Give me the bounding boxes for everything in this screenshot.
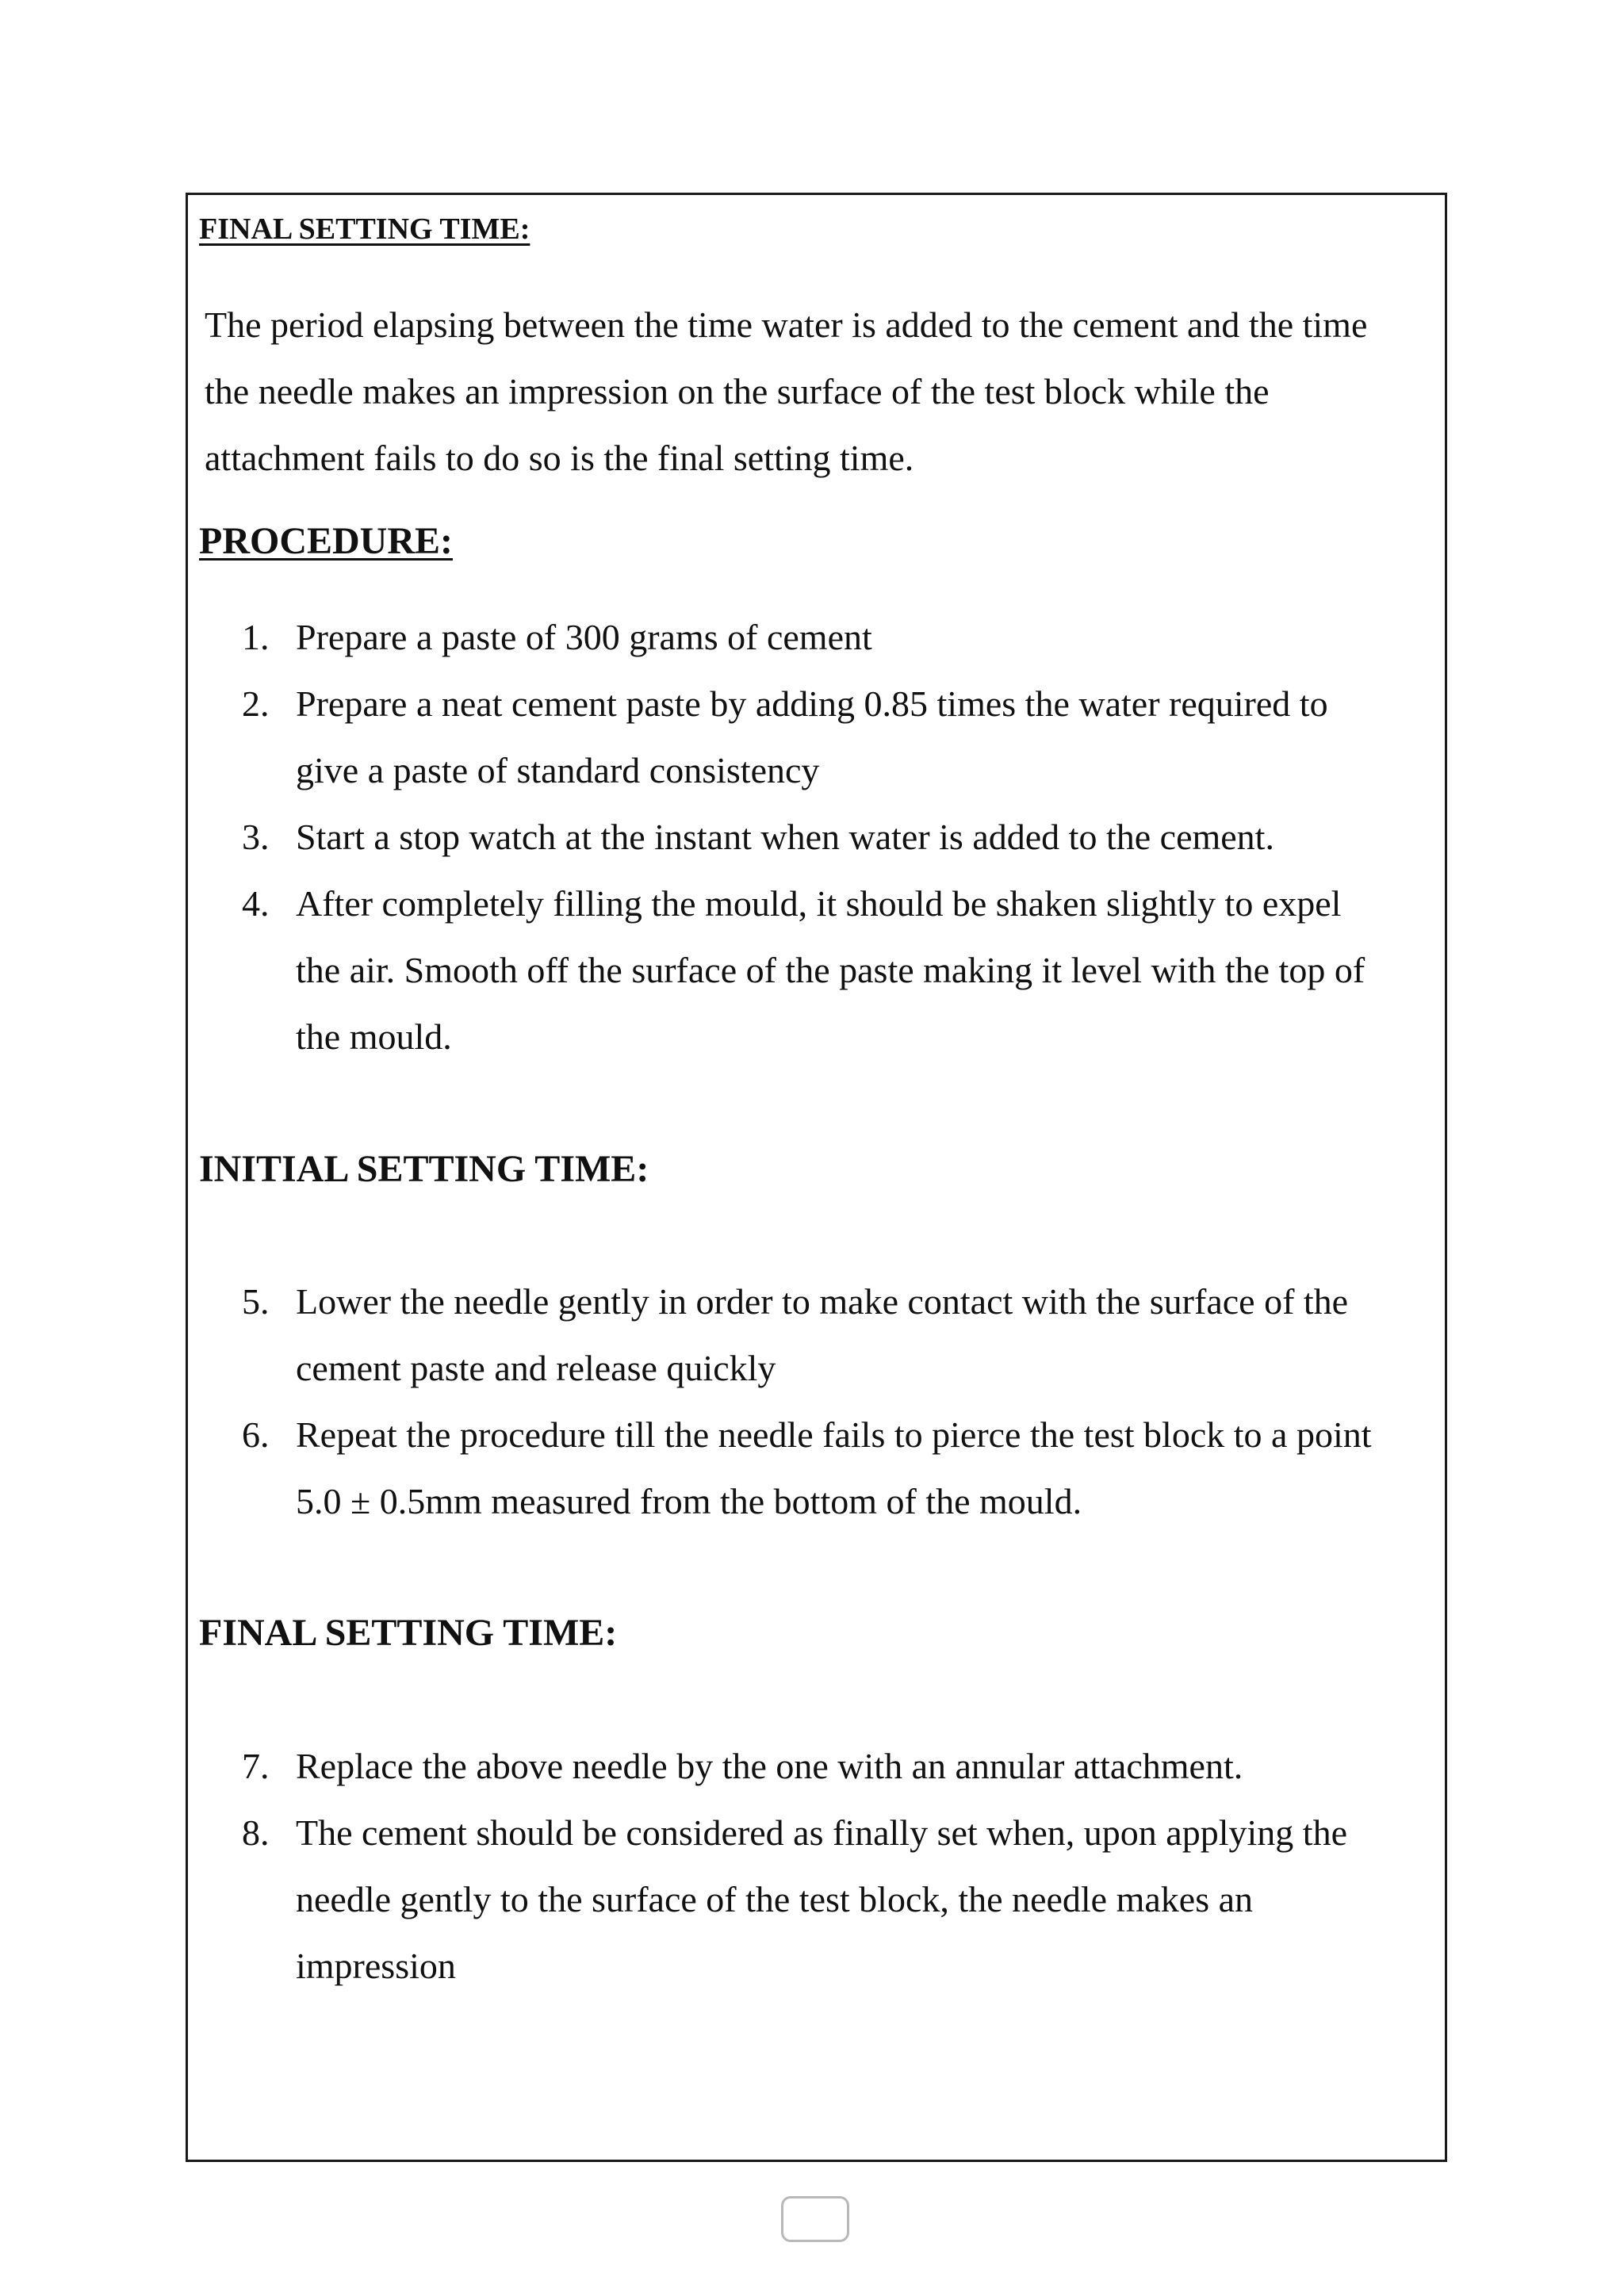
definition-paragraph xyxy=(205,292,1434,492)
definition-line: the needle makes an impression on the surface of the test block while the xyxy=(205,371,1270,411)
step-number: 7. xyxy=(242,1746,270,1786)
step-text xyxy=(296,1800,1439,1999)
step-5 xyxy=(242,1269,1439,1402)
step-line: the air. Smooth off the surface of the paste making it level with the top of xyxy=(296,950,1365,990)
step-7 xyxy=(242,1733,1439,1800)
step-number: 2. xyxy=(242,683,270,724)
step-number: 4. xyxy=(242,883,270,924)
heading-initial-setting-time: INITIAL SETTING TIME: xyxy=(199,1148,649,1190)
heading-final-setting-time-top: FINAL SETTING TIME: xyxy=(199,212,530,246)
step-text xyxy=(296,871,1439,1070)
step-3 xyxy=(242,804,1439,871)
step-line: needle gently to the surface of the test block, the needle makes an xyxy=(296,1879,1254,1919)
step-line: give a paste of standard consistency xyxy=(296,750,820,790)
step-number: 6. xyxy=(242,1414,270,1455)
step-text xyxy=(296,671,1439,804)
step-line: cement paste and release quickly xyxy=(296,1348,776,1388)
step-number: 3. xyxy=(242,817,270,857)
step-line: Replace the above needle by the one with an annular attachment. xyxy=(296,1746,1243,1786)
step-number: 8. xyxy=(242,1812,270,1853)
step-number: 1. xyxy=(242,617,270,657)
step-line: Prepare a paste of 300 grams of cement xyxy=(296,617,872,657)
step-4 xyxy=(242,871,1439,1070)
step-text xyxy=(296,1733,1439,1800)
step-6 xyxy=(242,1402,1439,1535)
step-line: Repeat the procedure till the needle fails to pierce the test block to a point xyxy=(296,1414,1372,1455)
step-line: the mould. xyxy=(296,1016,452,1057)
page-number-box xyxy=(781,2196,849,2242)
step-number: 5. xyxy=(242,1281,270,1322)
definition-line: The period elapsing between the time water is added to the cement and the time xyxy=(205,304,1368,345)
step-line: Prepare a neat cement paste by adding 0.85 times the water required to xyxy=(296,683,1328,724)
step-text xyxy=(296,804,1439,871)
step-2 xyxy=(242,671,1439,804)
definition-line: attachment fails to do so is the final setting time. xyxy=(205,438,914,478)
step-line: impression xyxy=(296,1946,456,1986)
step-line: Start a stop watch at the instant when water is added to the cement. xyxy=(296,817,1274,857)
heading-final-setting-time: FINAL SETTING TIME: xyxy=(199,1612,618,1654)
heading-procedure: PROCEDURE: xyxy=(199,520,453,562)
step-line: After completely filling the mould, it should be shaken slightly to expel xyxy=(296,883,1342,924)
step-line: The cement should be considered as finally set when, upon applying the xyxy=(296,1812,1347,1853)
step-line: Lower the needle gently in order to make contact with the surface of the xyxy=(296,1281,1349,1322)
step-text xyxy=(296,1402,1439,1535)
step-text xyxy=(296,1269,1439,1402)
step-line: 5.0 ± 0.5mm measured from the bottom of the mould. xyxy=(296,1481,1082,1521)
step-8 xyxy=(242,1800,1439,1999)
step-text xyxy=(296,604,1439,671)
step-1 xyxy=(242,604,1439,671)
